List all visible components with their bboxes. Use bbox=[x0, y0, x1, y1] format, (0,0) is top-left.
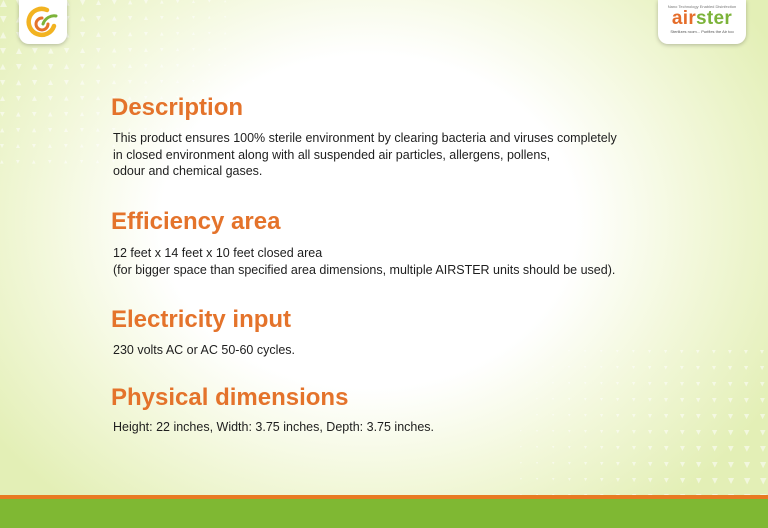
description-heading: Description bbox=[111, 94, 244, 121]
efficiency-text bbox=[113, 245, 615, 278]
efficiency-line: 12 feet x 14 feet x 10 feet closed area bbox=[113, 246, 323, 260]
brand-wordmark-air: air bbox=[671, 8, 697, 29]
physical-line: Height: 22 inches, Width: 3.75 inches, Depth: 3.75 inches. bbox=[113, 420, 435, 434]
company-swirl-logo-icon bbox=[25, 5, 61, 39]
efficiency-line: (for bigger space than specified area dimensions, multiple AIRSTER units should be used). bbox=[113, 262, 616, 277]
company-logo[interactable] bbox=[19, 0, 67, 44]
brand-wordmark bbox=[658, 9, 746, 29]
physical-heading: Physical dimensions bbox=[111, 384, 349, 411]
footer-green-band bbox=[0, 499, 768, 528]
physical-text bbox=[113, 419, 434, 436]
efficiency-heading: Efficiency area bbox=[111, 208, 281, 235]
brand-wordmark-ster: ster bbox=[696, 8, 733, 29]
brand-tagline-bottom: Sterilizes room... Purifies the Air too bbox=[670, 29, 734, 34]
airster-brand-logo[interactable] bbox=[658, 0, 746, 44]
description-line: odour and chemical gases. bbox=[113, 164, 263, 178]
description-line: This product ensures 100% sterile environment by clearing bacteria and viruses completely bbox=[113, 131, 617, 145]
description-line: in closed environment along with all suspended air particles, allergens, pollens, bbox=[113, 147, 551, 162]
electricity-heading: Electricity input bbox=[111, 306, 292, 333]
electricity-text bbox=[113, 342, 295, 359]
description-text bbox=[113, 130, 617, 180]
electricity-line: 230 volts AC or AC 50-60 cycles. bbox=[113, 343, 296, 357]
brand-tagline-top: Nano Technology Enabled Disinfection bbox=[667, 4, 737, 9]
